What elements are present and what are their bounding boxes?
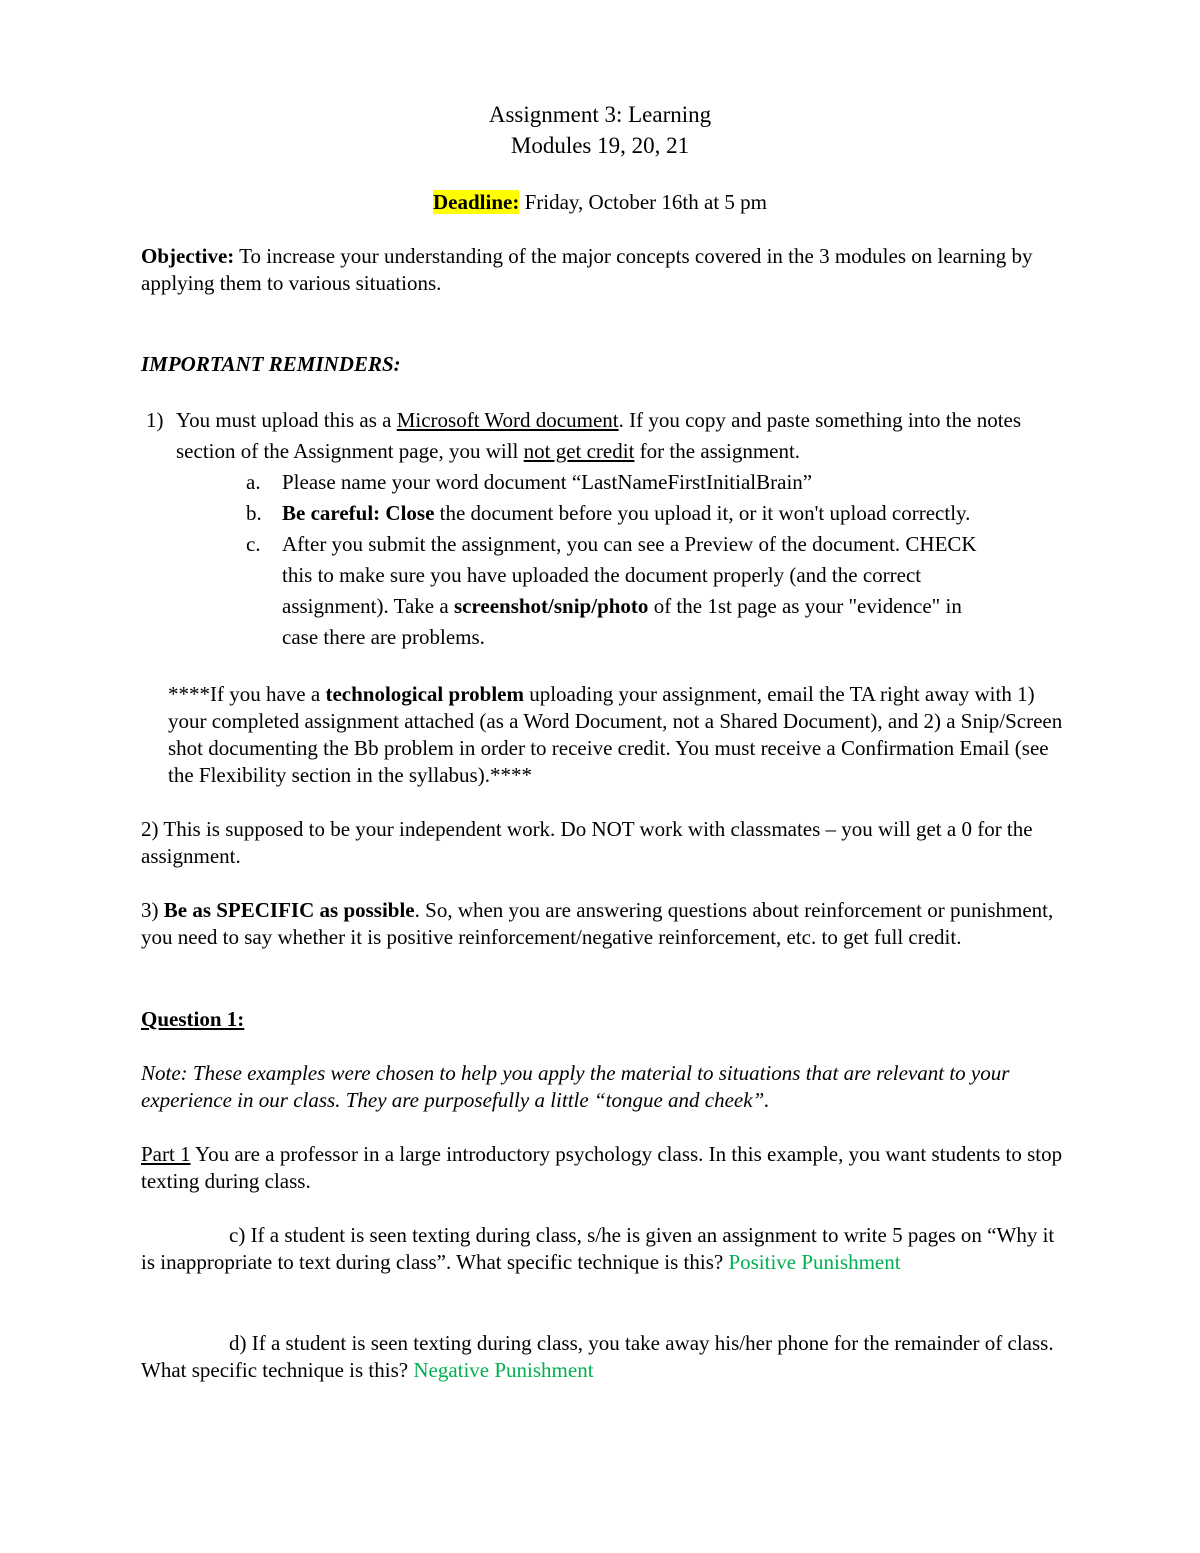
question-c-answer: Positive Punishment <box>728 1250 901 1274</box>
objective-text: To increase your understanding of the major concepts covered in the 3 modules on learning by applying them to various situations. <box>141 244 1033 295</box>
technical-problem-note <box>168 681 1068 789</box>
question-d-answer: Negative Punishment <box>413 1358 594 1382</box>
reminder-1-part2: . If you copy and paste something into the notes section of the Assignment page, you will <box>176 408 1022 463</box>
reminder-3-text: . So, when you are answering questions about reinforcement or punishment, you need to say whether it is positive reinforcement/negative reinforcement, etc. to get full credit. <box>141 898 1054 949</box>
deadline-value: Friday, October 16th at 5 pm <box>519 190 767 214</box>
document-subtitle: Modules 19, 20, 21 <box>510 133 690 158</box>
reminder-3-number: 3) <box>141 898 164 922</box>
objective-label: Objective: <box>141 244 235 268</box>
sub-c-letter: c. <box>246 532 261 556</box>
question-d <box>141 1330 1071 1384</box>
deadline-line <box>0 189 1200 216</box>
question-c <box>141 1222 1071 1276</box>
reminder-3-bold: Be as SPECIFIC as possible <box>163 898 415 922</box>
sub-b-text <box>282 498 1082 529</box>
part-1-text: You are a professor in a large introductory psychology class. In this example, you want students to stop texting during class. <box>141 1142 1063 1193</box>
part-1-label: Part 1 <box>141 1142 191 1166</box>
objective-paragraph <box>141 243 1071 297</box>
reminder-1-text <box>176 405 1076 467</box>
question-1-note: Note: These examples were chosen to help you apply the material to situations that are relevant to your experience in our class. They are purposefully a little “tongue and cheek”. <box>141 1061 1010 1112</box>
deadline-label: Deadline: <box>432 190 520 214</box>
reminder-1-part3: for the assignment. <box>634 439 801 463</box>
question-d-text: d) If a student is seen texting during class, you take away his/her phone for the remainder of class. What specific technique is this? <box>141 1331 1054 1382</box>
note-part2: uploading your assignment, email the TA right away with 1) your completed assignment attached (as a Word Document, not a Shared Document), and 2) a Snip/Screen shot documenting the Bb problem in order to receive credit. You must receive a Confirmation Email (see the Flexibility section in the syllabus).**** <box>168 682 1063 787</box>
sub-a-letter: a. <box>246 470 261 494</box>
reminder-1-part1: You must upload this as a <box>176 408 397 432</box>
sub-a-text: Please name your word document “LastNameFirstInitialBrain” <box>282 470 813 494</box>
note-part1: ****If you have a <box>168 682 326 706</box>
question-c-text: c) If a student is seen texting during class, s/he is given an assignment to write 5 pages on “Why it is inappropriate to text during class”. What specific technique is this? <box>141 1223 1055 1274</box>
note-bold: technological problem <box>325 682 524 706</box>
sub-c-text <box>282 529 1002 653</box>
sub-c-bold: screenshot/snip/photo <box>453 594 649 618</box>
document-title: Assignment 3: Learning <box>488 102 712 127</box>
sub-c-part2: of the 1st page as your "evidence" in case there are problems. <box>282 594 962 649</box>
sub-b-rest: the document before you upload it, or it won't upload correctly. <box>434 501 971 525</box>
sub-b-bold: Be careful: Close <box>282 501 435 525</box>
sub-c-part1: After you submit the assignment, you can see a Preview of the document. CHECK this to make sure you have uploaded the document properly (and the correct assignment). Take a <box>282 532 977 618</box>
reminder-3 <box>141 897 1071 951</box>
reminders-heading: IMPORTANT REMINDERS: <box>141 352 401 376</box>
sub-b-letter: b. <box>246 501 262 525</box>
reminder-2: 2) This is supposed to be your independent work. Do NOT work with classmates – you will get a 0 for the assignment. <box>141 817 1033 868</box>
word-document-link: Microsoft Word document <box>396 408 619 432</box>
reminder-1-number: 1) <box>146 408 164 432</box>
no-credit-underline: not get credit <box>523 439 635 463</box>
question-1-heading: Question 1: <box>141 1007 245 1031</box>
part-1-intro <box>141 1141 1071 1195</box>
